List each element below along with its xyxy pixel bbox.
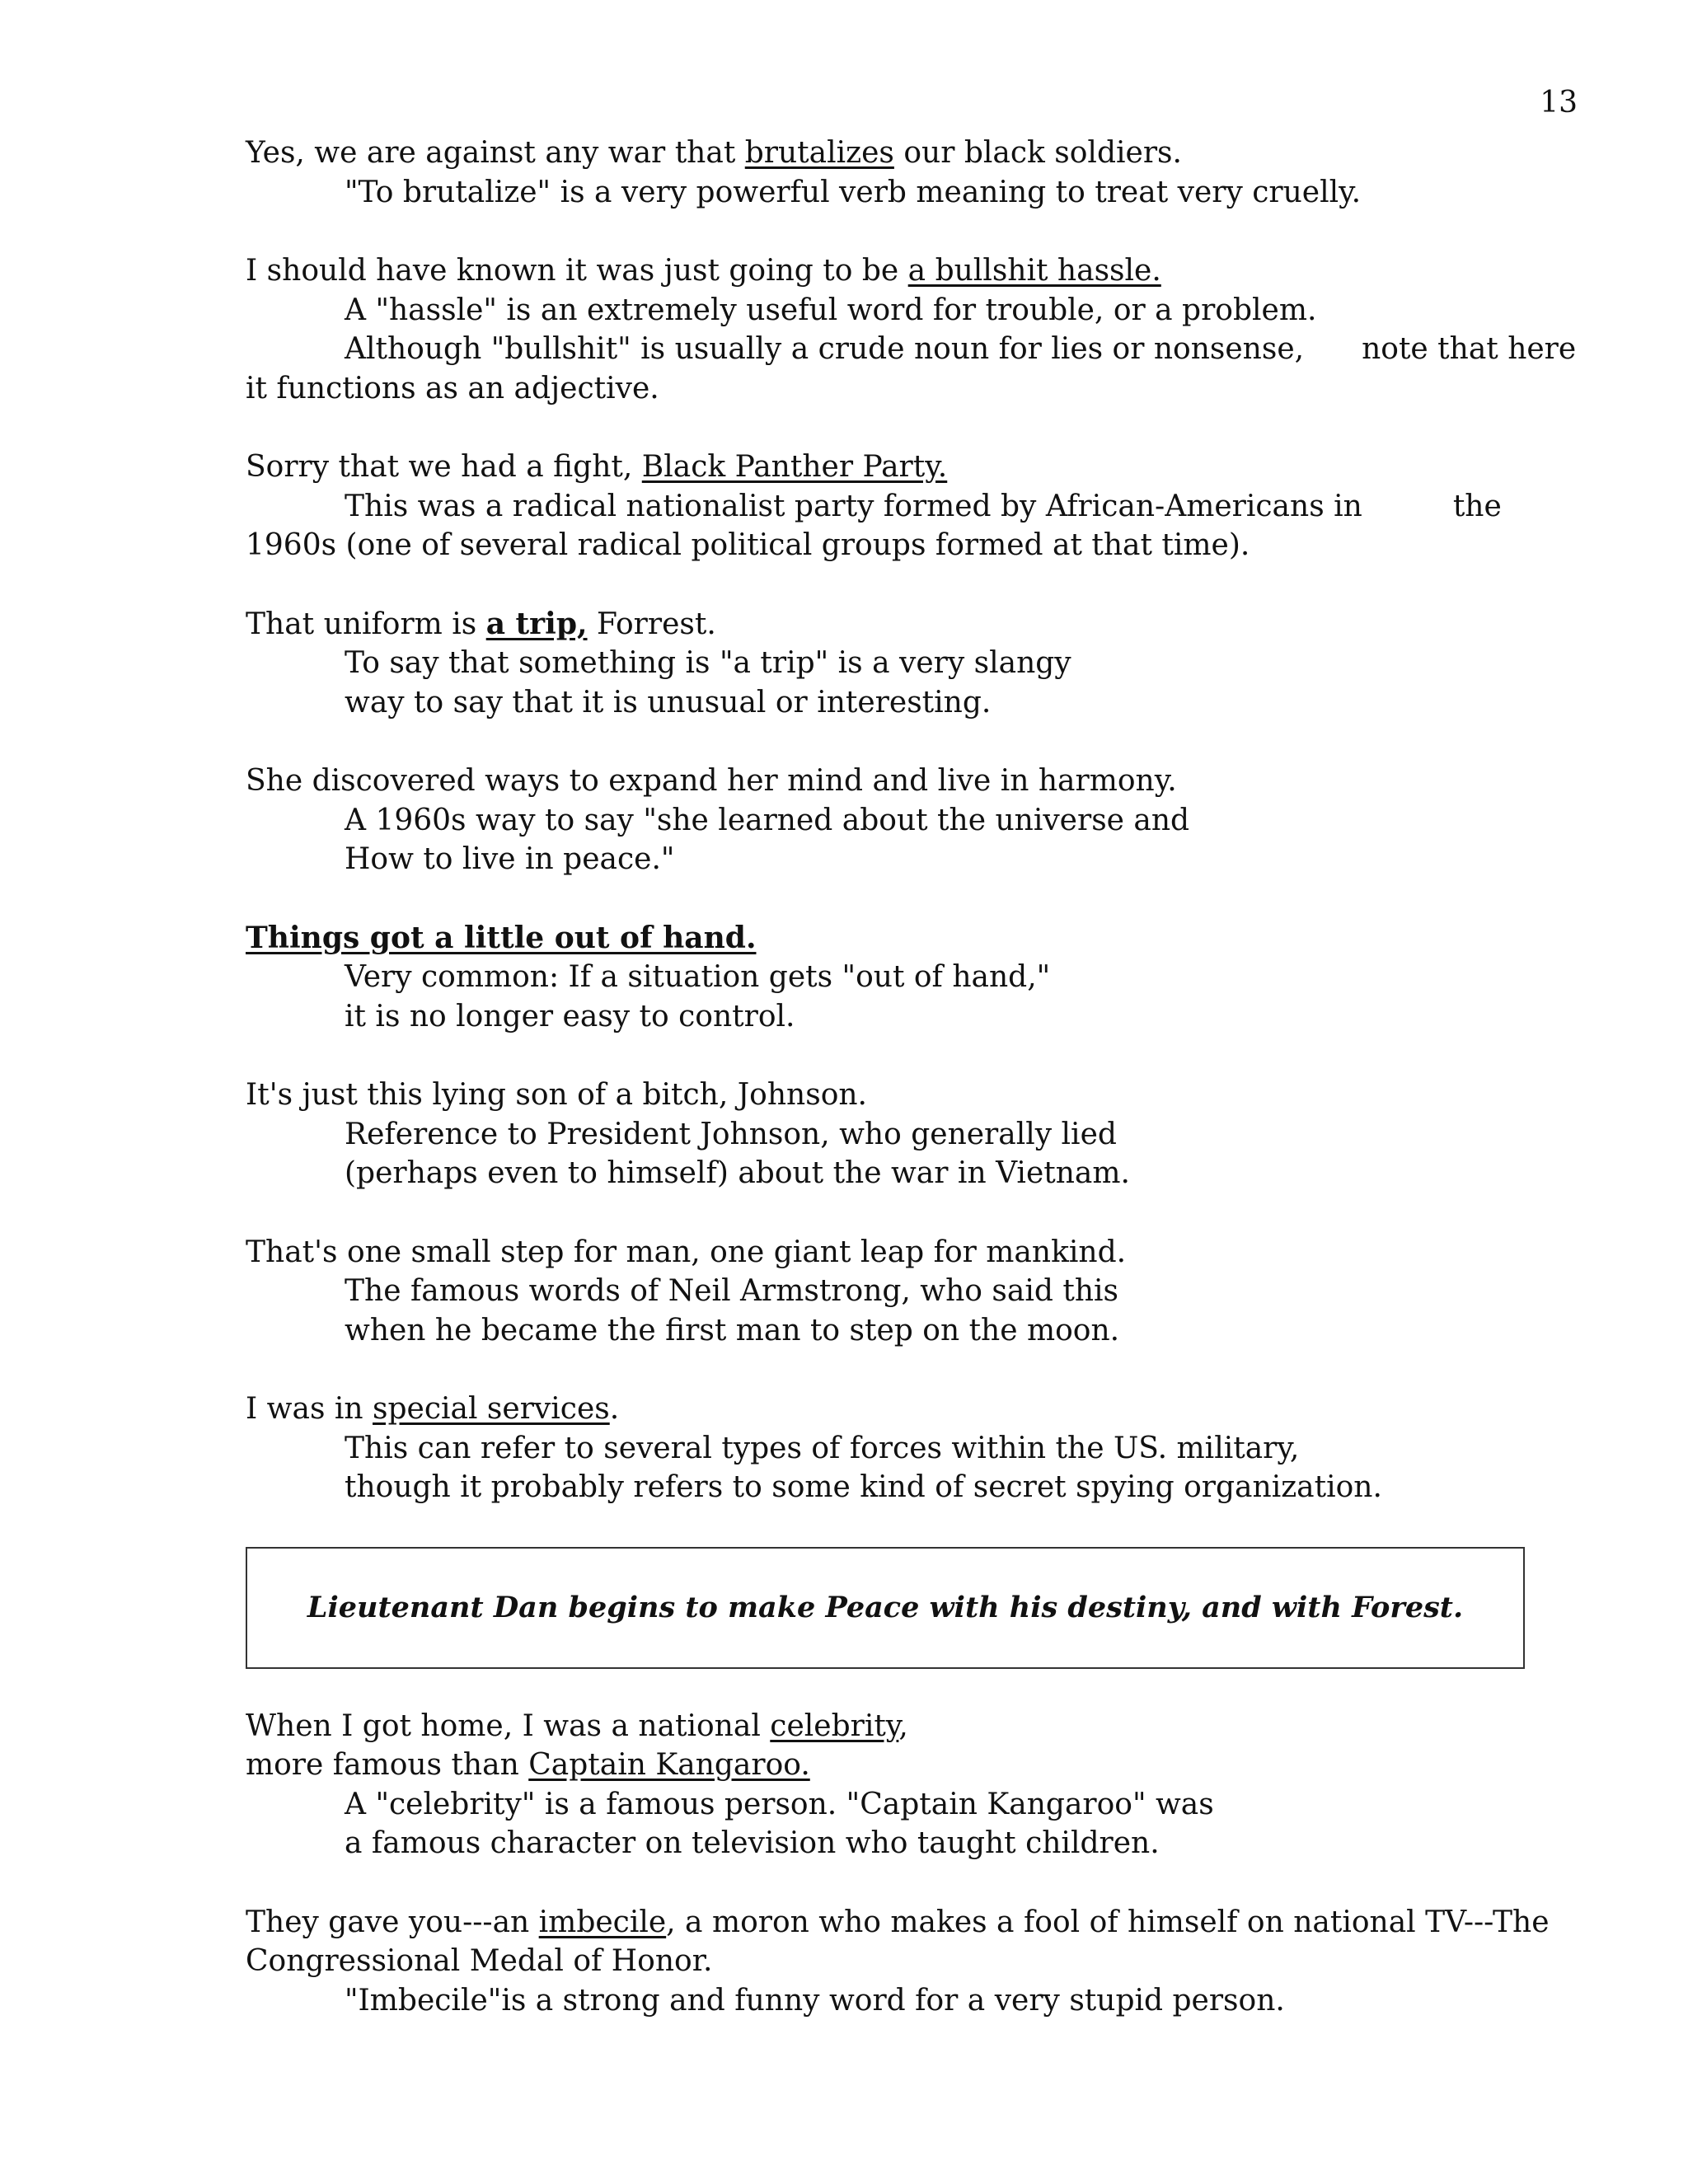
explanation-line: A "celebrity" is a famous person. "Captain Kangaroo" was xyxy=(345,1787,1214,1821)
quote-line: They gave you---an imbecile, a moron who makes a fool of himself on national TV---The xyxy=(246,1905,1550,1939)
vocab-term: Captain Kangaroo. xyxy=(528,1748,810,1782)
entry-celebrity xyxy=(246,1707,1525,1863)
explanation-line: Very common: If a situation gets "out of hand," xyxy=(345,960,1051,994)
quote-line: I should have known it was just going to be a bullshit hassle. xyxy=(246,254,1161,288)
entry-a-trip xyxy=(246,605,1525,723)
vocab-term: imbecile xyxy=(538,1905,667,1939)
explanation-line: A "hassle" is an extremely useful word for trouble, or a problem. xyxy=(345,293,1317,327)
page-number: 13 xyxy=(1540,86,1578,120)
quote-line: That uniform is a trip, Forrest. xyxy=(246,606,716,641)
explanation-line: a famous character on television who taught children. xyxy=(345,1826,1160,1860)
vocab-term: a trip, xyxy=(485,606,588,641)
quote-line: Things got a little out of hand. xyxy=(246,920,757,955)
entry-bullshit-hassle xyxy=(246,251,1577,408)
quote-line: It's just this lying son of a bitch, Johnson. xyxy=(246,1078,867,1112)
entry-out-of-hand xyxy=(246,919,1525,1037)
quote-line: Congressional Medal of Honor. xyxy=(246,1944,713,1978)
scene-heading-text: Lieutenant Dan begins to make Peace with his destiny, and with Forest. xyxy=(307,1590,1464,1624)
entry-small-step xyxy=(246,1233,1525,1351)
entry-brutalizes xyxy=(246,134,1525,212)
explanation-line: A 1960s way to say "she learned about the universe and xyxy=(345,803,1190,837)
explanation-line: Reference to President Johnson, who generally lied xyxy=(345,1117,1117,1151)
vocab-term: brutalizes xyxy=(744,136,894,170)
vocab-term: Black Panther Party. xyxy=(641,450,948,484)
explanation-line: Although "bullshit" is usually a crude noun for lies or nonsense, note that here xyxy=(345,332,1577,366)
explanation-line: when he became the first man to step on the moon. xyxy=(345,1313,1120,1347)
explanation-line: though it probably refers to some kind of secret spying organization. xyxy=(345,1470,1382,1504)
explanation-line: To say that something is "a trip" is a very slangy xyxy=(345,646,1071,680)
explanation-line: The famous words of Neil Armstrong, who said this xyxy=(345,1274,1119,1308)
explanation-line: (perhaps even to himself) about the war in Vietnam. xyxy=(345,1156,1130,1190)
entry-special-services xyxy=(246,1390,1525,1507)
entry-imbecile xyxy=(246,1903,1550,2021)
explanation-line: "Imbecile"is a strong and funny word for a very stupid person. xyxy=(345,1983,1285,2018)
entry-expand-mind xyxy=(246,762,1525,879)
quote-line: Sorry that we had a fight, Black Panther Party. xyxy=(246,450,948,484)
explanation-line: "To brutalize" is a very powerful verb meaning to treat very cruelly. xyxy=(345,175,1362,209)
vocab-term: a bullshit hassle. xyxy=(907,254,1161,288)
entry-black-panther-party xyxy=(246,448,1525,565)
explanation-line: 1960s (one of several radical political groups formed at that time). xyxy=(246,528,1250,562)
quote-line: I was in special services. xyxy=(246,1392,620,1426)
vocab-term: special services xyxy=(373,1392,610,1426)
quote-line: more famous than Captain Kangaroo. xyxy=(246,1748,810,1782)
explanation-line: This was a radical nationalist party formed by African-Americans in the xyxy=(345,489,1502,523)
scene-heading-box xyxy=(246,1547,1525,1669)
quote-line: When I got home, I was a national celebrity, xyxy=(246,1708,908,1743)
quote-line: She discovered ways to expand her mind and live in harmony. xyxy=(246,764,1177,798)
document-body xyxy=(246,134,1577,2060)
quote-line: That's one small step for man, one giant leap for mankind. xyxy=(246,1235,1127,1269)
quote-line: Yes, we are against any war that brutalizes our black soldiers. xyxy=(246,136,1182,170)
explanation-line: it is no longer easy to control. xyxy=(345,999,795,1033)
explanation-line: it functions as an adjective. xyxy=(246,371,659,405)
entry-johnson xyxy=(246,1076,1525,1193)
explanation-line: way to say that it is unusual or interesting. xyxy=(345,685,992,719)
explanation-line: This can refer to several types of forces within the US. military, xyxy=(345,1431,1300,1465)
vocab-term: celebrity xyxy=(770,1708,899,1743)
explanation-line: How to live in peace." xyxy=(345,842,675,876)
